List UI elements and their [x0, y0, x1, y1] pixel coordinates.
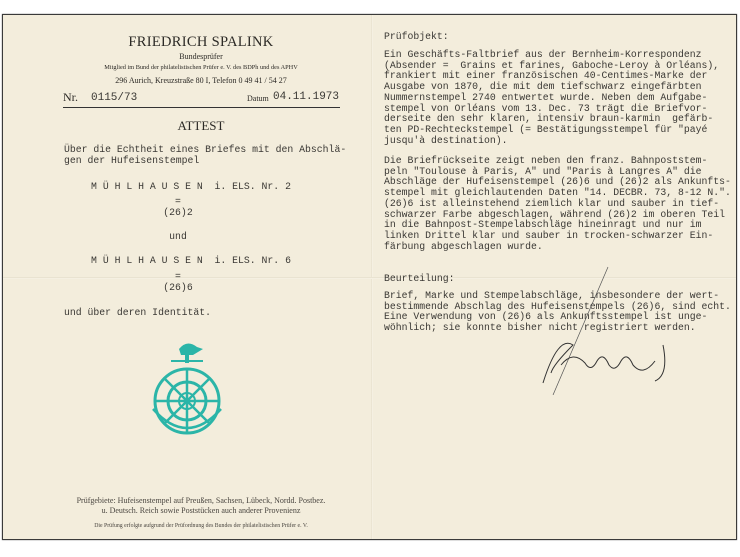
attest-title: ATTEST [177, 118, 225, 133]
letterhead-name: FRIEDRICH SPALINK [128, 34, 274, 50]
stamp-code-1: (26)2 [163, 207, 193, 218]
footer-line-1: Prüfgebiete: Hufeisenstempel auf Preußen, Sachsen, Lübeck, Nordd. Postbez. [76, 496, 326, 505]
equals-1: = [175, 196, 181, 207]
footer-line-3: Die Prüfung erfolgte aufgrund der Prüfordnung des Bundes der philatelistischen Prüfer e. V. [94, 523, 308, 529]
and-text: und [169, 231, 187, 242]
letterhead-address: 296 Aurich, Kreuzstraße 80 I, Telefon 0 49 41 / 54 27 [115, 76, 287, 85]
letterhead-membership: Mitglied im Bund der philatelistischen Prüfer e. V. des BDPh und des APHV [104, 64, 298, 71]
stamp-code-2: (26)6 [163, 282, 193, 293]
signature [513, 265, 683, 395]
examiner-seal-icon [145, 339, 229, 445]
object-paragraph: Ein Geschäfts-Faltbrief aus der Bernheim-Korrespondenz (Absender = Grains et farines, Gaboche-Leroy à Orléans), frankiert mit einer französischen 40-Centimes-Marke der Ausgabe von 1870, die mit dem tiefschwarz eingefärbten Nummernstempel 2740 entwertet wurde. Neben dem Aufgabe- stempel von Orléans vom 13. Dec. 73 trägt die Briefvor- derseite den sehr klaren, intensiv braun-karmin gefärb- ten PD-Rechteckstempel (= Bestätigungsstempel für "payé jusqu'à destination). [384, 49, 720, 146]
equals-2: = [175, 271, 181, 282]
letterhead-role: Bundesprüfer [179, 52, 223, 61]
reverse-paragraph: Die Briefrückseite zeigt neben den franz. Bahnpoststem- peln "Toulouse à Paris, A" und "Paris à Langres A" die Abschläge der Hufeisenstempel (26)6 und (26)2 als Ankunfts- stempel mit gleichlautenden Daten "14. DECBR. 73, 8-12 N.". (26)6 ist alleinstehend ziemlich klar und sauber in tief- schwarzer Farbe abgeschlagen, während (26)2 im oberen Teil in die Bahnpost-Stempelabschläge hineinragt und nur im linken Drittel klar und sauber in trocken-schwarzer Ein- färbung abgeschlagen wurde. [384, 155, 731, 252]
attest-document [2, 14, 737, 540]
date-value: 04.11.1973 [273, 91, 340, 103]
date-label: Datum [247, 94, 269, 103]
number-label: Nr. [63, 90, 78, 104]
object-heading: Prüfobjekt: [384, 31, 449, 42]
assessment-heading: Beurteilung: [384, 273, 455, 284]
intro-line: gen der Hufeisenstempel [64, 155, 200, 166]
number-value: 0115/73 [91, 92, 138, 104]
outro-line: und über deren Identität. [64, 307, 211, 318]
intro-line: Über die Echtheit eines Briefes mit den Abschlä- [64, 144, 347, 155]
stamp-name-2: M Ü H L H A U S E N i. ELS. Nr. 6 [91, 255, 291, 266]
assessment-paragraph: Brief, Marke und Stempelabschläge, insbesondere der wert- bestimmende Abschlag des Hufeisenstempels (26)6, sind echt. Eine Verwendung von (26)6 als Ankunftsstempel ist unge- wöhnlich; sie konnte bisher nicht registriert werden. [384, 290, 731, 334]
divider [63, 107, 340, 108]
stamp-name-1: M Ü H L H A U S E N i. ELS. Nr. 2 [91, 181, 291, 192]
footer-line-2: u. Deutsch. Reich sowie Poststücken auch anderer Provenienz [101, 506, 301, 515]
